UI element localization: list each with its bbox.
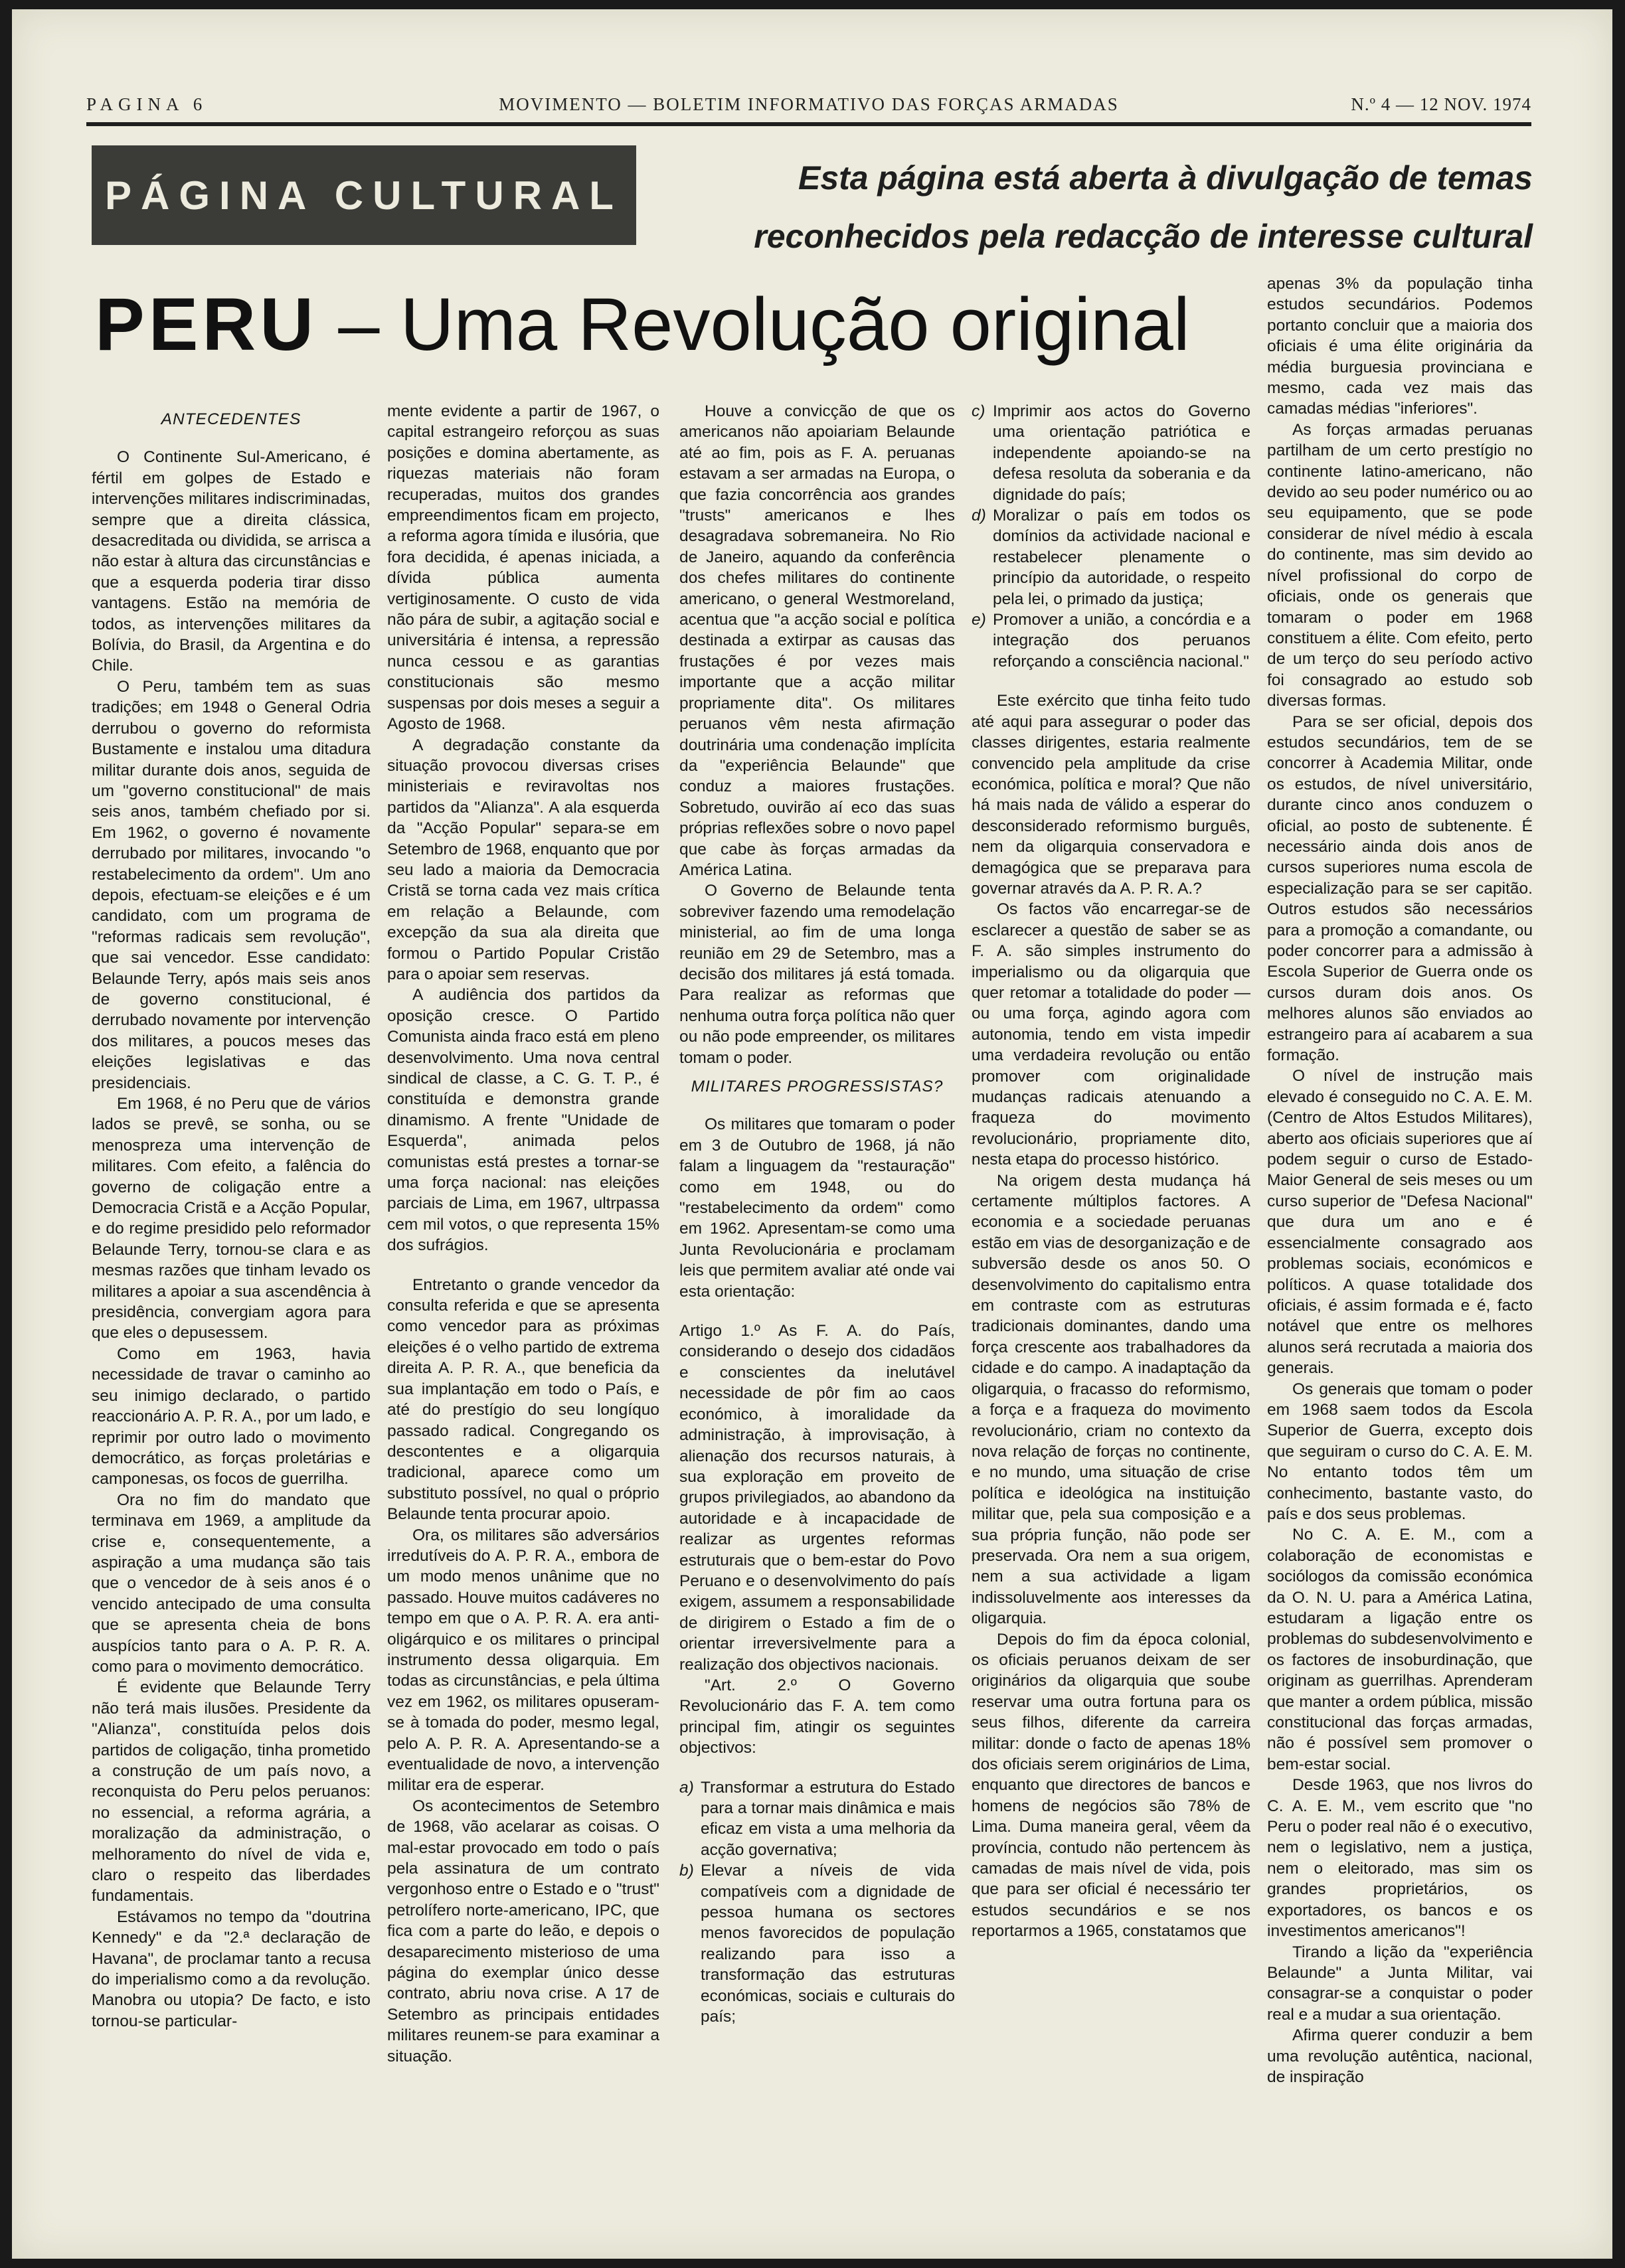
section-heading-militares: MILITARES PROGRESSISTAS? — [691, 1078, 944, 1095]
paragraph: Este exército que tinha feito tudo até aqui para assegurar o poder das classes dirigentes, estaria realmente convencido pela amplitude da crise económica, política e moral? Que não há mais nada de válido a esperar do desconsiderado reformismo burguês, nem da oligarquia conservadora e demagógica que se preparava para governar através da A. P. R. A.? — [972, 692, 1250, 898]
article-column-4 — [972, 401, 1250, 2174]
paragraph: É evidente que Belaunde Terry não terá mais ilusões. Presidente da "Alianza", constituída pelos dois partidos de coligação, tinha prometido a construção de um país novo, a reconquista do Peru pelos peruanos: no essencial, a reforma agrária, a moralização da administração, o melhoramento do nível de vida e, claro o respeito das liberdades fundamentais. — [92, 1678, 371, 1905]
paragraph: O Continente Sul-Americano, é fértil em golpes de Estado e intervenções militares indiscriminadas, sempre que a direita clássica, desacreditada ou dividida, se arrisca a não estar à altura das circunstâncias e que a esquerda poderia tirar disso vantagens. Estão na memória de todos, as intervenções militares da Bolívia, do Brasil, da Argentina e do Chile. — [92, 448, 371, 675]
list-marker: a) — [679, 1778, 694, 1797]
masthead-rule — [86, 122, 1531, 126]
issue-date: N.º 4 — 12 NOV. 1974 — [1351, 94, 1531, 114]
paragraph-gap — [679, 1759, 955, 1777]
headline-rest: – Uma Revolução original — [317, 283, 1190, 366]
paragraph: mente evidente a partir de 1967, o capital estrangeiro reforçou as suas posições e domina abertamente, as riquezas materiais não foram recuperadas, muitos dos grandes empreendimentos ficam em projecto, a reforma agora tímida e ilusória, que fora decidida, é apenas iniciada, a dívida pública aumenta vertiginosamente. O custo de vida não pára de subir, a agitação social e universitária é intensa, a repressão nunca cessou e as garantias constitucionais são mesmo suspensas por dois meses a seguir a Agosto de 1968. — [387, 402, 659, 734]
paragraph: Ora no fim do mandato que terminava em 1969, a amplitude da crise e, consequentemente, a aspiração a uma mudança são tais que o vencedor de à seis anos é o vencido antecipado de uma consulta que se apresenta cheia de bons auspícios tanto para o A. P. R. A. como para o movimento democrático. — [92, 1491, 371, 1676]
paragraph: Os factos vão encarregar-se de esclarecer a questão de saber se as F. A. são simples instrumento do imperialismo ou da oligarquia que quer retomar a totalidade do poder — ou uma força, agindo agora com autonomia, tendo em vista impedir uma verdadeira revolução ou então promover com originalidade mudanças radicais atenuando a fraqueza do movimento revolucionário, propriamente dito, nesta etapa do processo histórico. — [972, 900, 1250, 1169]
paragraph: "Art. 2.º O Governo Revolucionário das F. A. tem como principal fim, atingir os seguintes objectivos: — [679, 1676, 955, 1757]
page-number: PAGINA 6 — [86, 94, 208, 114]
list-item-text: Imprimir aos actos do Governo uma orientação patriótica e independente apoiando-se na defesa resoluta da soberania e da dignidade do país; — [993, 402, 1250, 504]
list-item — [679, 1777, 955, 1861]
paragraph: A audiência dos partidos da oposição cresce. O Partido Comunista ainda fraco está em pleno desenvolvimento. Uma nova central sindical de classe, a C. G. T. P., é constituída e demonstra grande dinamismo. A frente "Unidade de Esquerda", animada pelos comunistas está prestes a tornar-se uma força nacional: nas eleições parciais de Lima, em 1967, ultrpassa cem mil votos, o que representa 15% dos sufrágios. — [387, 986, 659, 1255]
list-item-text: Elevar a níveis de vida compatíveis com a dignidade de pessoa humana os sectores menos favorecidos de população realizando para isso a transformação das estruturas económicas, sociais e culturais do país; — [701, 1862, 955, 2026]
paragraph: As forças armadas peruanas partilham de um certo prestígio no continente latino-americano, não devido ao seu poder numérico ou ao seu equipamento, que se pode considerar de nível médio à escala do continente, mas sim devido ao nível profissional do corpo de oficiais, onde os generais que tomaram o poder em 1968 constituem a élite. Com efeito, perto de um terço do seu período activo foi consagrado ao estudo sob diversas formas. — [1267, 420, 1533, 710]
list-item — [972, 609, 1250, 672]
paragraph: Tirando a lição da "experiência Belaunde" a Junta Militar, vai consagrar-se a conquistar o poder real e a mudar a sua orientação. — [1267, 1943, 1533, 2024]
section-heading-antecedentes: ANTECEDENTES — [161, 410, 301, 428]
list-item-text: Transformar a estrutura do Estado para a tornar mais dinâmica e mais eficaz em vista a uma melhoria da acção governativa; — [701, 1778, 955, 1859]
list-item — [972, 401, 1250, 505]
paragraph: Desde 1963, que nos livros do C. A. E. M., vem escrito que "no Peru o poder real não é o executivo, nem o legislativo, nem a justiça, nem o eleitorado, mas sim os grandes proprietários, os exportadores, os bancos e os investimentos americanos"! — [1267, 1776, 1533, 1941]
paragraph: Ora, os militares são adversários irredutíveis do A. P. R. A., embora de um modo menos unânime que no passado. Houve muitos cadáveres no tempo em que o A. P. R. A. era anti-oligárquico e os militares o principal instrumento dessa oligarquia. Em todas as circunstâncias, e pela última vez em 1962, os militares opuseram-se à tomada do poder, mesmo legal, pelo A. P. R. A. Apresentando-se a eventualidade de novo, a intervenção militar era de esperar. — [387, 1526, 659, 1795]
paragraph: Os generais que tomam o poder em 1968 saem todos da Escola Superior de Guerra, excepto dois que seguiram o curso do C. A. E. M. No entanto todos têm um conhecimento, bastante vasto, do país e dos seus problemas. — [1267, 1380, 1533, 1523]
paragraph: O nível de instrução mais elevado é conseguido no C. A. E. M. (Centro de Altos Estudos Militares), aberto aos oficiais superiores que aí podem seguir o curso de Estado-Maior General de seis meses ou um curso superior de "Defesa Nacional" que dura um ano e é essencialmente consagrado aos problemas sociais, económicos e políticos. A quase totalidade dos oficiais, é assim formada e é, facto notável que entre os melhores alunos será recrutada a maioria dos generais. — [1267, 1067, 1533, 1378]
paragraph: Como em 1963, havia necessidade de travar o caminho ao seu inimigo declarado, o partido reaccionário A. P. R. A., por um lado, e reprimir por outro lado o movimento democrático, as forças proletárias e camponesas, os focos de guerrilha. — [92, 1344, 371, 1489]
paragraph: Em 1968, é no Peru que de vários lados se prevê, se sonha, ou se menospreza uma intervenção de militares. Com efeito, a falência do governo de coligação entre a Democracia Cristã e a Acção Popular, e do regime presidido pelo reformador Belaunde Terry, tornou-se clara e as mesmas razões que tinham levado os militares a apoiar a sua ascendência à presidência, convergiam agora para que eles o depusessem. — [92, 1095, 371, 1342]
section-banner: PÁGINA CULTURAL — [92, 145, 636, 245]
paragraph: O Peru, também tem as suas tradições; em 1948 o General Odria derrubou o governo do reformista Bustamente e instalou uma ditadura militar durante dois anos, seguida de um "governo constitucional" de mais seis anos, também chefiado por si. Em 1962, o governo é novamente derrubado por militares, invocando "o restabelecimento da ordem". Um ano depois, efectuam-se eleições e é um candidato, com um programa de "reformas radicais sem revolução", que sai vencedor. Esse candidato: Belaunde Terry, após mais seis anos de governo constitucional, é derrubado novamente por intervenção dos militares, a poucos meses das eleições legislativas e das presidenciais. — [92, 677, 371, 1092]
headline-bold: PERU — [95, 283, 318, 366]
paragraph: Estávamos no tempo da "doutrina Kennedy" e da "2.ª declaração de Havana", de proclamar tanto a recusa do imperialismo como a da revolução. Manobra ou utopia? De facto, e isto tornou-se particular- — [92, 1907, 371, 2030]
paragraph: Para se ser oficial, depois dos estudos secundários, tem de se concorrer à Academia Militar, onde os estudos, de nível universitário, durante cinco anos conduzem o oficial, ao posto de subtenente. É necessário ainda dois anos de cursos superiores numa escola de especialização para se ser capitão. Outros estudos são necessários para a promoção a comandante, ou poder concorrer para a admissão à Escola Superior de Guerra onde os cursos duram dois anos. Os melhores alunos são enviados ao estrangeiro para aí acabarem a sua formação. — [1267, 712, 1533, 1065]
list-item — [679, 1860, 955, 2027]
paragraph: O Governo de Belaunde tenta sobreviver fazendo uma remodelação ministerial, ao fim de uma longa reunião em 29 de Setembro, mas a decisão dos militares já está tomada. Para realizar as reformas que nenhuma outra força política não quer ou não pode empreender, os militares tomam o poder. — [679, 882, 955, 1067]
paragraph: Houve a convicção de que os americanos não apoiariam Belaunde até ao fim, pois as F. A. peruanas estavam a ser armadas na Europa, o que fazia concorrência aos grandes "trusts" americanos e lhes desagradava sobremaneira. No Rio de Janeiro, aquando da conferência dos chefes militares do continente americano, o general Westmoreland, acentua que "a acção social e política destinada a extirpar as causas das frustações é por vezes mais importante que a acção militar propriamente dita". Os militares peruanos vêm nesta afirmação doutrinária uma condenação implícita da "experiência Belaunde" que conduz a maiores frustações. Sobretudo, ouvirão aí eco das suas próprias reflexões sobre o novo papel que cabe às forças armadas da América Latina. — [679, 402, 955, 879]
article-column-3 — [679, 401, 955, 2174]
list-item-text: Moralizar o país em todos os domínios da actividade nacional e restabelecer plenamente o princípio da autoridade, o respeito pela lei, o primado da justiça; — [993, 507, 1250, 608]
article-column-1 — [92, 401, 371, 2174]
paragraph: Na origem desta mudança há certamente múltiplos factores. A economia e a sociedade peruanas estão em vias de desorganização e de subversão desde os anos 50. O desenvolvimento do capitalismo entra em contraste com as estruturas tradicionais dominantes, dando uma força crescente aos trabalhadores da cidade e do campo. A inadaptação da oligarquia, o fracasso do reformismo, a força e a fraqueza do movimento revolucionário, criam no contexto da nova relação de forças no continente, e no mundo, uma situação de crise política e ideológica na instituição militar que, pela sua composição e a sua própria função, não pode ser preservada. Ora nem a sua origem, nem a sua actividade a ligam indissoluvelmente aos interesses da oligarquia. — [972, 1171, 1250, 1628]
paragraph-gap — [972, 672, 1250, 690]
list-marker: c) — [972, 402, 985, 420]
article-headline — [95, 282, 1224, 368]
paragraph: Os militares que tomaram o poder em 3 de Outubro de 1968, já não falam a linguagem da "restauração" como em 1948, ou do "restabelecimento da ordem" como em 1962. Apresentam-se como uma Junta Revolucionária e proclamam leis que permitem avaliar até onde vai esta orientação: — [679, 1115, 955, 1301]
paragraph-gap — [679, 1302, 955, 1321]
list-marker: b) — [679, 1862, 694, 1880]
paragraph: Artigo 1.º As F. A. do País, considerando o desejo dos cidadãos e conscientes da inelutável necessidade de pôr fim ao caos económico, à imoralidade da administração, à improvisação, à alienação dos recursos naturais, à sua exploração em proveito de grupos privilegiados, ao abandono da autoridade e à incapacidade de realizar as urgentes reformas estruturais que o bem-estar do Povo Peruano e o desenvolvimento do país exigem, assumem a responsabilidade de dirigirem o Estado a fim de o orientar irreversivelmente para a realização dos objectivos nacionais. — [679, 1322, 955, 1674]
tagline-line-1: Esta página está aberta à divulgação de temas — [798, 159, 1533, 197]
masthead — [86, 92, 1531, 118]
paragraph: apenas 3% da população tinha estudos secundários. Podemos portanto concluir que a maioria dos oficiais é uma élite originária da média burguesia provinciana e mesmo, cada vez mais das camadas médias "inferiores". — [1267, 275, 1533, 418]
paragraph: Depois do fim da época colonial, os oficiais peruanos deixam de ser originários da oligarquia que soube reservar uma outra fortuna para os seus filhos, diferente da carreira militar: donde o facto de apenas 18% dos oficiais serem originários de Lima, enquanto que directores de bancos e homens de negócios são 78% de Lima. Duma maneira geral, vêem da província, contudo não pertencem às camadas de mais nível de vida, pois que para ser oficial é necessário ter estudos secundários e se nos reportarmos a 1965, constatamos que — [972, 1630, 1250, 1941]
section-tagline — [676, 149, 1533, 266]
list-item-text: Promover a união, a concórdia e a integração dos peruanos reforçando a consciência nacional." — [993, 611, 1250, 671]
list-marker: e) — [972, 611, 986, 629]
paragraph: Os acontecimentos de Setembro de 1968, vão acelarar as coisas. O mal-estar provocado em todo o país pela assinatura de um contrato vergonhoso entre o Estado e o "trust" petrolífero norte-americano, IPC, que fica com a parte do leão, e depois o desaparecimento misterioso de uma página do exemplar único desse contrato, abriu nova crise. A 17 de Setembro as principais entidades militares reunem-se para examinar a situação. — [387, 1797, 659, 2066]
paragraph: No C. A. E. M., com a colaboração de economistas e sociólogos da comissão económica da O. N. U. para a América Latina, estudaram a ligação entre os problemas do subdesenvolvimento e os factores de insoburdinação, que originam as guerrilhas. Aprenderam que manter a ordem pública, missão constitucional das forças armadas, não é possível sem promover o bem-estar social. — [1267, 1526, 1533, 1773]
article-column-5 — [1267, 274, 1533, 2172]
list-item — [972, 505, 1250, 609]
newspaper-page — [12, 9, 1612, 2259]
paragraph: A degradação constante da situação provocou diversas crises ministeriais e reviravoltas nos partidos da "Alianza". A ala esquerda da "Acção Popular" separa-se em Setembro de 1968, enquanto que por seu lado a maioria da Democracia Cristã se torna cada vez mais crítica em relação a Belaunde, com excepção da sua ala direita que formou o Partido Popular Cristão para o apoiar sem reservas. — [387, 736, 659, 983]
tagline-line-2: reconhecidos pela redacção de interesse cultural — [754, 218, 1533, 255]
article-column-2 — [387, 401, 659, 2174]
publication-name: MOVIMENTO — BOLETIM INFORMATIVO DAS FORÇAS ARMADAS — [499, 94, 1119, 114]
paragraph: Entretanto o grande vencedor da consulta referida e que se apresenta como vencedor para as próximas eleições é o velho partido de extrema direita A. P. R. A., que beneficia da sua implantação em todo o País, e até do prestígio do seu longíquo passado radical. Congregando os descontentes e a oligarquia tradicional, aparece como um substituto possível, no qual o próprio Belaunde tenta procurar apoio. — [387, 1275, 659, 1524]
list-marker: d) — [972, 507, 986, 525]
paragraph-gap — [387, 1256, 659, 1275]
paragraph: Afirma querer conduzir a bem uma revolução autêntica, nacional, de inspiração — [1267, 2026, 1533, 2086]
